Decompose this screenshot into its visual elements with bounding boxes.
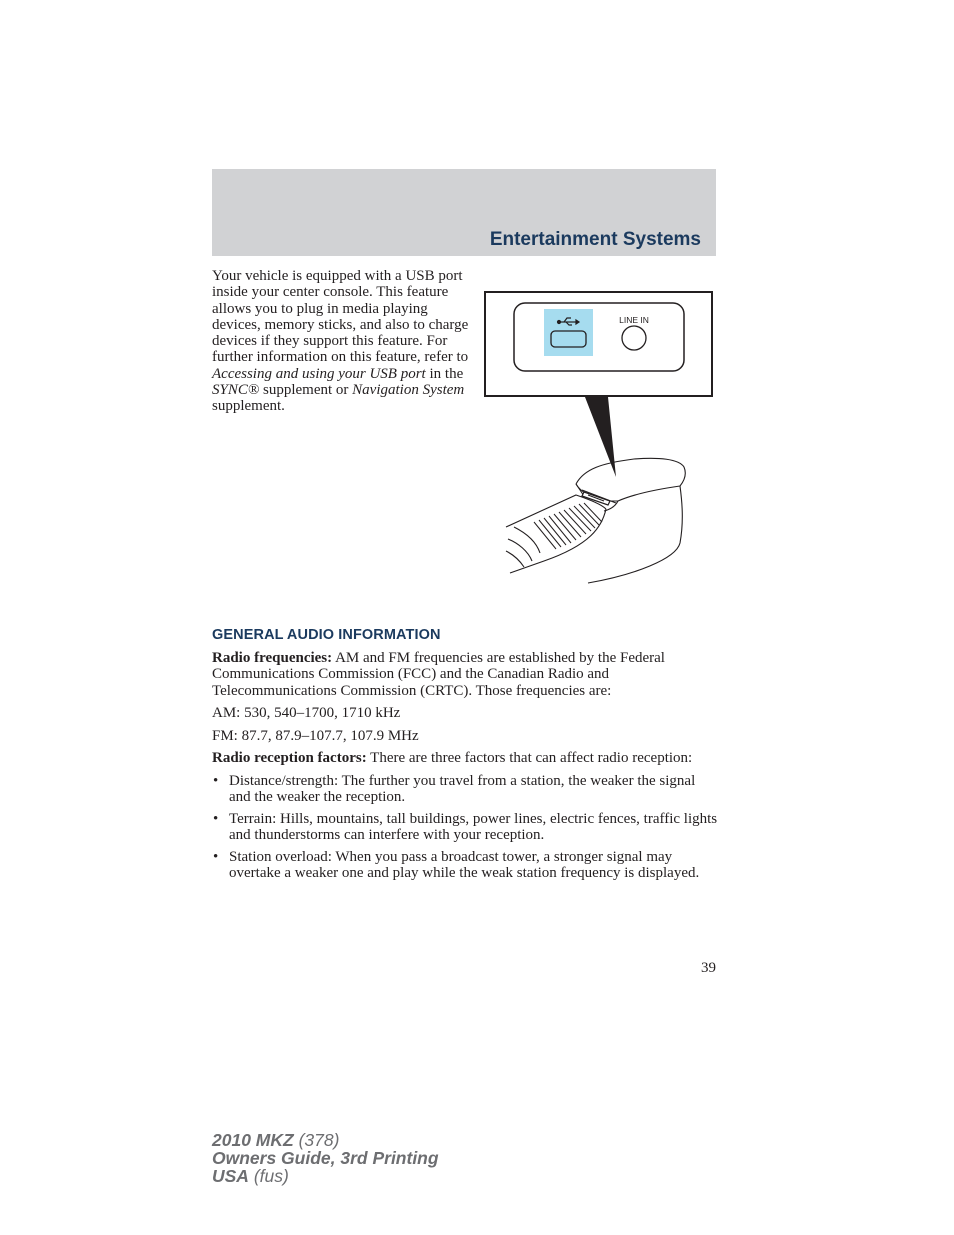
list-item-text: Station overload: When you pass a broadcast tower, a stronger signal may overtake a weaker one and play while the weak station frequency is displayed. — [229, 848, 700, 881]
navigation-reference: Navigation System — [352, 382, 465, 399]
radio-reception-paragraph — [212, 750, 718, 767]
usb-slot — [551, 331, 586, 347]
intro-text-4: supplement. — [212, 398, 285, 415]
am-frequencies: AM: 530, 540–1700, 1710 kHz — [212, 705, 401, 721]
page-number: 39 — [701, 960, 716, 976]
bullet-icon: • — [213, 848, 219, 865]
radio-reception-label: Radio reception factors: — [212, 750, 367, 766]
line-in-jack — [622, 326, 646, 350]
radio-frequencies-paragraph — [212, 650, 718, 700]
intro-text-1: Your vehicle is equipped with a USB port inside your center console. This feature allows you to plug in media playing devices, memory sticks, and also to charge devices if they support this feature. For further information on this feature, refer to — [212, 268, 469, 366]
section-heading: GENERAL AUDIO INFORMATION — [212, 627, 441, 643]
fm-frequencies: FM: 87.7, 87.9–107.7, 107.9 MHz — [212, 727, 419, 744]
list-item — [212, 773, 718, 806]
list-item — [212, 849, 718, 882]
intro-paragraph — [212, 268, 472, 415]
list-item-text: Distance/strength: The further you travel from a station, the weaker the signal and the weaker the reception. — [229, 772, 696, 805]
line-in-label: LINE IN — [619, 315, 649, 325]
radio-frequencies-text: AM and FM frequencies are established by the Federal Communications Commission (FCC) and the Canadian Radio and Telecommunications Commission (CRTC). Those frequencies are: — [212, 649, 665, 699]
port-panel — [514, 303, 684, 371]
radio-frequencies-label: Radio frequencies: — [212, 649, 333, 666]
page-title: Entertainment Systems — [489, 229, 701, 250]
usb-port-illustration — [484, 291, 716, 591]
header-band — [212, 169, 716, 256]
footer-model-code: (378) — [293, 1130, 340, 1150]
list-item-text: Terrain: Hills, mountains, tall buildings, power lines, electric fences, traffic lights and thunderstorms can interfere with your reception. — [229, 810, 718, 843]
sync-reference: SYNC® — [212, 382, 260, 399]
footer-line-1 — [212, 1131, 439, 1149]
footer-line-2 — [212, 1149, 439, 1167]
bullet-icon: • — [213, 810, 219, 827]
footer-edition: Owners Guide, 3rd Printing — [212, 1148, 439, 1168]
callout-pointer — [585, 397, 616, 477]
console-drawing — [506, 458, 685, 583]
intro-text-2: in the — [425, 365, 464, 382]
intro-text-3: supplement or — [259, 382, 353, 399]
footer-model: 2010 MKZ — [212, 1130, 294, 1150]
footer — [212, 1131, 439, 1185]
usb-port-reference: Accessing and using your USB port — [212, 365, 426, 382]
footer-market-code: (fus) — [248, 1166, 289, 1186]
radio-reception-text: There are three factors that can affect radio reception: — [366, 750, 693, 766]
footer-market: USA — [212, 1166, 249, 1186]
footer-line-3 — [212, 1167, 439, 1185]
list-item — [212, 811, 718, 844]
bullet-icon: • — [213, 772, 219, 789]
main-content — [212, 627, 718, 887]
reception-factors-list — [212, 773, 718, 882]
